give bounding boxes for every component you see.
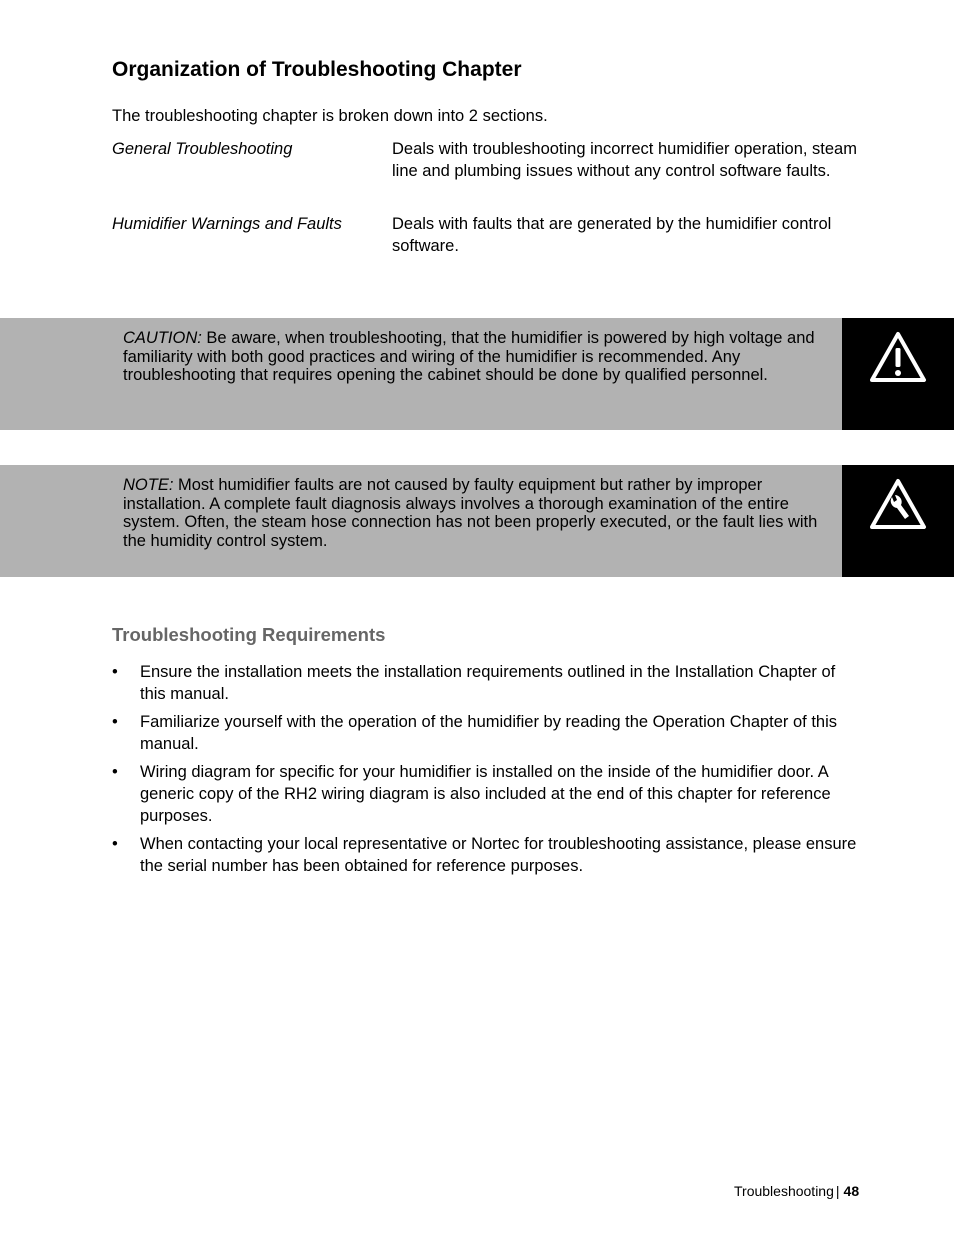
- bullet-marker: •: [112, 663, 118, 681]
- caution-label: CAUTION:: [123, 329, 202, 347]
- bullet-marker: •: [112, 835, 118, 853]
- section-term: Humidifier Warnings and Faults: [112, 215, 342, 233]
- page-number: 48: [843, 1183, 860, 1199]
- list-item-text: Wiring diagram for specific for your humidifier is installed on the inside of the humidifier door. A generic copy of the RH2 wiring diagram is also included at the end of this chapter for reference purposes.: [140, 763, 831, 825]
- note-body: Most humidifier faults are not caused by faulty equipment but rather by improper installation. A complete fault diagnosis always involves a thorough examination of the entire system. Often, the steam hose connection has not been properly executed, or the fault lies with the humidity control system.: [123, 476, 818, 551]
- footer-separator: |: [835, 1183, 840, 1199]
- note-icon-box: [842, 465, 954, 577]
- intro-text: The troubleshooting chapter is broken down into 2 sections.: [112, 107, 548, 125]
- page-title: Organization of Troubleshooting Chapter: [112, 58, 522, 81]
- caution-icon-box: [842, 318, 954, 430]
- note-label: NOTE:: [123, 476, 174, 494]
- list-item-text: When contacting your local representative or Nortec for troubleshooting assistance, please ensure the serial number has been obtained for reference purposes.: [140, 835, 857, 875]
- bullet-marker: •: [112, 713, 118, 731]
- caution-text: [123, 329, 833, 385]
- warning-exclamation-icon: [868, 330, 928, 386]
- note-callout: [0, 465, 954, 577]
- requirements-list: [112, 661, 864, 883]
- warning-wrench-icon: [868, 477, 928, 533]
- bullet-marker: •: [112, 763, 118, 781]
- list-item: [112, 833, 864, 877]
- page-footer: [734, 1183, 859, 1199]
- section-description: Deals with faults that are generated by the humidifier control software.: [392, 215, 832, 255]
- list-item: [112, 761, 864, 827]
- caution-body: Be aware, when troubleshooting, that the humidifier is powered by high voltage and familiarity with both good practices and wiring of the humidifier is recommended. Any troubleshooting that requires opening the cabinet should be done by qualified personnel.: [123, 329, 815, 385]
- caution-callout: [0, 318, 954, 430]
- list-item: [112, 711, 864, 755]
- requirements-heading: Troubleshooting Requirements: [112, 624, 386, 645]
- note-text: [123, 476, 833, 551]
- section-term: General Troubleshooting: [112, 140, 293, 158]
- section-description: Deals with troubleshooting incorrect humidifier operation, steam line and plumbing issues without any control software faults.: [392, 140, 857, 180]
- list-item-text: Ensure the installation meets the installation requirements outlined in the Installation Chapter of this manual.: [140, 663, 836, 703]
- list-item: [112, 661, 864, 705]
- footer-section-name: Troubleshooting: [734, 1183, 834, 1199]
- list-item-text: Familiarize yourself with the operation of the humidifier by reading the Operation Chapter of this manual.: [140, 713, 838, 753]
